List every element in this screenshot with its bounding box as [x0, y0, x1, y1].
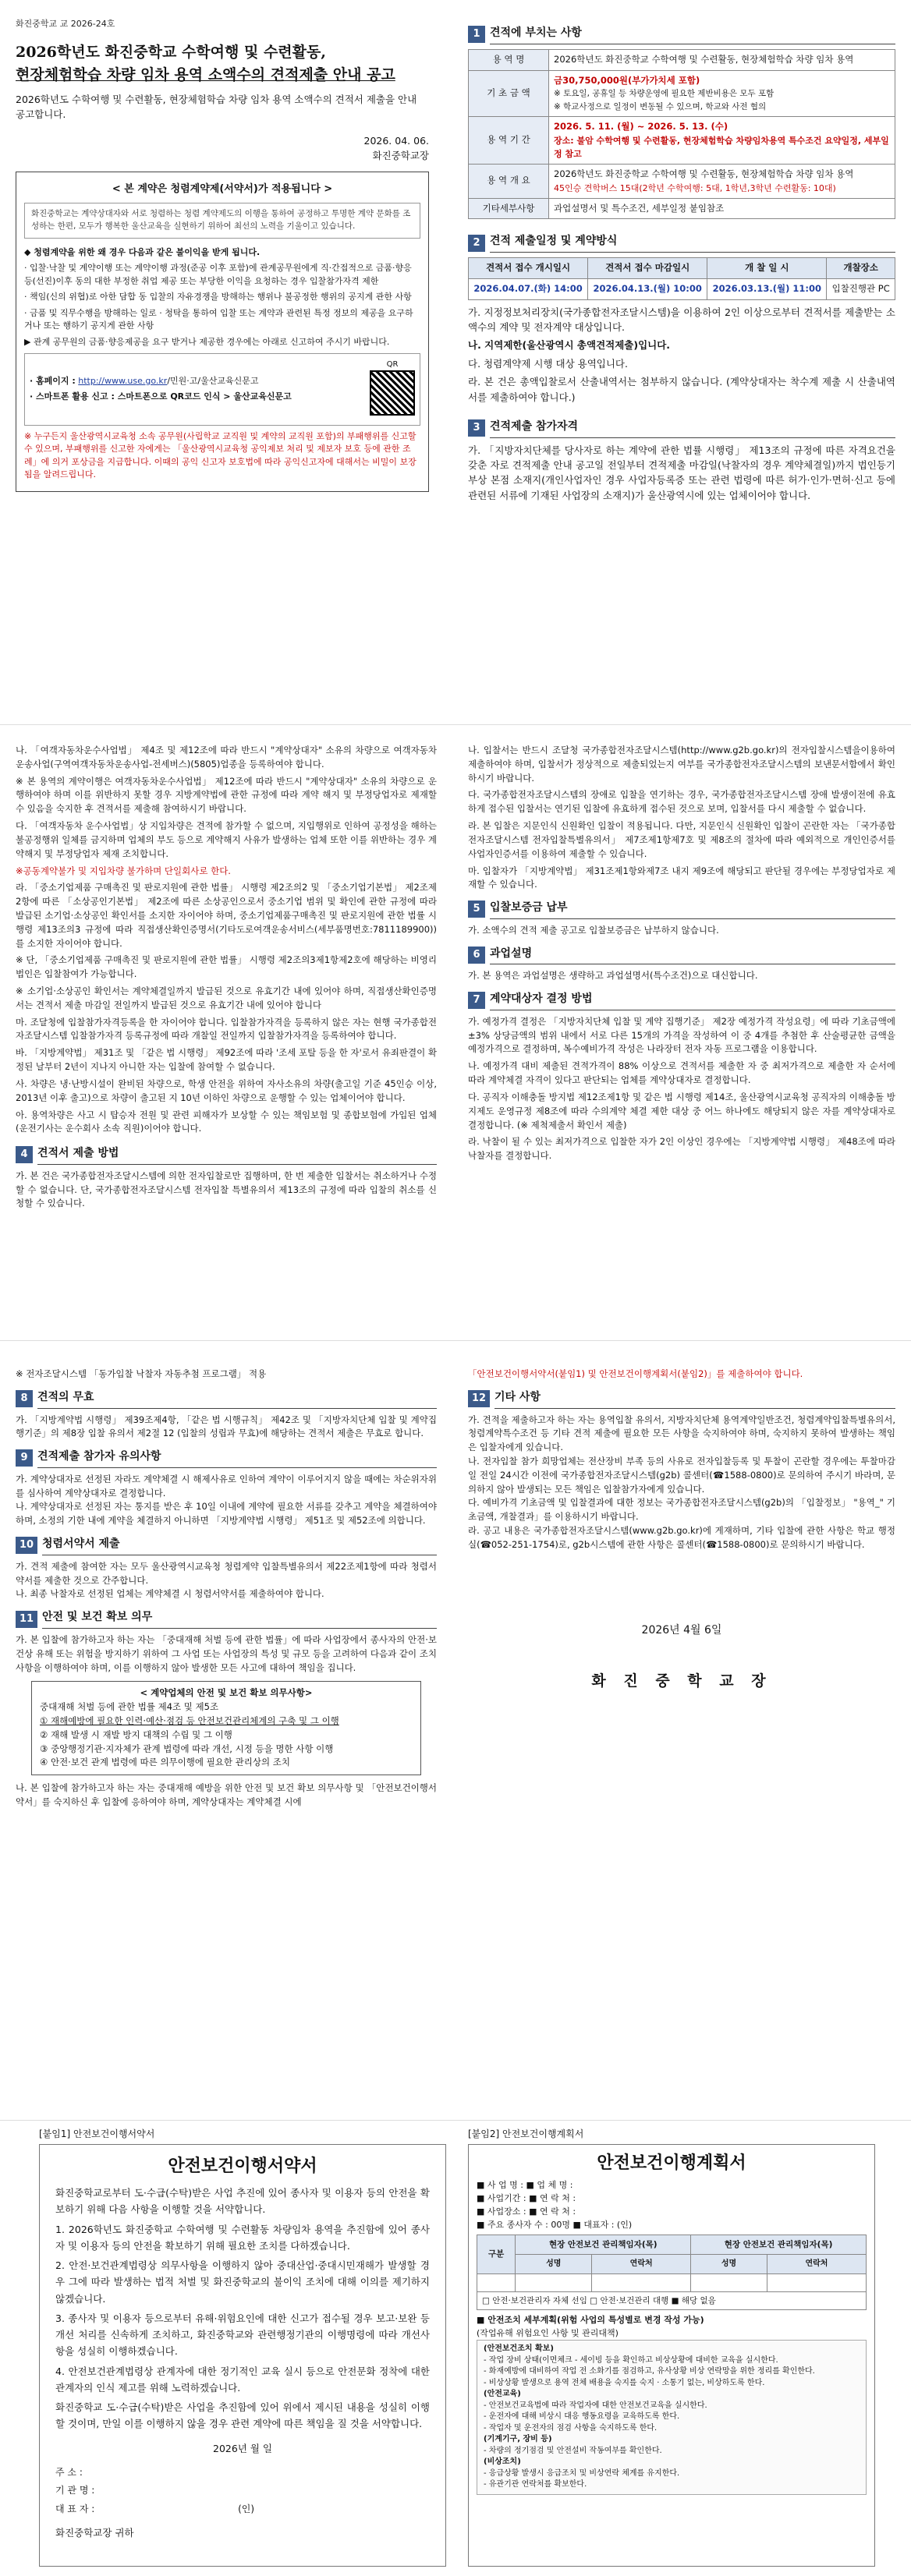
- section-8-header: [16, 1389, 437, 1409]
- section-9-header: [16, 1449, 437, 1468]
- qual-item-note3: ※ 단, 「중소기업제품 구매촉진 및 판로지원에 관한 법률」 시행령 제2조의3제1항제2호에 해당하는 비영리법인은 입찰참여가 가능합니다.: [16, 954, 437, 980]
- col-header: 견적서 접수 마감일시: [588, 258, 707, 279]
- page2-right-column: [468, 741, 895, 1166]
- section-9-title: 견적제출 참가자 유의사항: [37, 1449, 437, 1468]
- col-header: 성명: [691, 2255, 767, 2274]
- submit-item-da: 다. 국가종합전자조달시스템의 장애로 입찰을 연기하는 경우, 국가종합전자조달시스템 장애 발생이전에 유효하게 접수된 입찰서는 연기된 입찰에 유효하게 접수된 것으로 보며, 입찰서를 다시 제출할 수 없습니다.: [468, 789, 895, 815]
- page1-right-column: [468, 17, 895, 506]
- section-9-number: 9: [16, 1449, 33, 1467]
- intro-text: 2026학년도 수학여행 및 수련활동, 현장체험학습 차량 임차 용역 소액수의 견적서 제출을 안내 공고합니다.: [16, 94, 417, 121]
- table-header-row: [477, 2255, 867, 2274]
- col-header: 현장 안전보건 관리책임자(목): [516, 2235, 691, 2255]
- section-1-header: [468, 25, 895, 44]
- row-label: 용 역 명: [469, 49, 549, 70]
- qual-item-da: 다. 「여객자동차 운수사업법」상 지입차량은 견적에 참가할 수 없으며, 지입행위로 인하여 공정성을 해하는 불공정행위 일체를 금지하며 업체의 부도 등으로 계약해지 사유가 발생하는 업체 또한 이를 위반하는 경우 계약해지 및 부정당업자 제재 조치합니다.: [16, 820, 437, 859]
- report-web: [30, 375, 370, 388]
- report-mobile: · 스마트폰 활용 신고 : 스마트폰으로 QR코드 인식 > 울산교육신문고: [30, 391, 292, 402]
- report-web-link[interactable]: http://www.use.go.kr: [78, 375, 168, 386]
- plan-info-row: ■ 주요 종사자 수 : 00명 ■ 대표자 : (인): [477, 2220, 633, 2231]
- col-header: 연락처: [767, 2255, 866, 2274]
- row-value: [549, 70, 895, 116]
- row-label: 기 초 금 액: [469, 70, 549, 116]
- section-2-title: 견적 제출일정 및 계약방식: [490, 233, 895, 253]
- section-12-number: 12: [468, 1390, 490, 1407]
- safety-duty-item: ③ 중앙행정기관·지자체가 관계 법령에 따라 개선, 시정 등을 명한 사항 이행: [40, 1743, 334, 1754]
- qual-item-sa: 사. 차량은 냉·난방시설이 완비된 차량으로, 학생 안전을 위하여 자사소유의 차량(출고일 기준 45인승 이상, 2013년 이후 출고)으로 차량이 출고된 지 10년 이하인 차량으로 운행할 수 있는 업체이어야 합니다.: [16, 1077, 437, 1103]
- table-row: [469, 164, 895, 198]
- page1-left-column: [16, 17, 429, 492]
- plan-note: - 응급상황 발생시 응급조치 및 비상연락 체계를 유지한다.: [484, 2468, 680, 2478]
- pledge-item: 4. 안전보건관계법령상 관계자에 대한 정기적인 교육 실시 등으로 안전문화 정착에 대한 관계자의 인식 제고를 위해 노력하겠습니다.: [55, 2365, 430, 2394]
- service-period: 2026. 5. 11. (월) ~ 2026. 5. 13. (수): [554, 120, 728, 132]
- doc-number: 화진중학교 교 2026-24호: [16, 19, 115, 29]
- qual-item-na: 나. 「여객자동차운수사업법」 제4조 및 제12조에 따라 반드시 "계약상대자" 소유의 차량으로 여객자동차운송사업(구역여객자동차운송사업-전세버스)(5805)업종을 등록하여야 합니다.: [16, 745, 437, 770]
- row-value: 과업설명서 및 특수조건, 세부일정 붙임참조: [549, 198, 895, 219]
- pledge-item: 3. 종사자 및 이용자 등으로부터 유해·위험요인에 대한 신고가 접수될 경우 보고·보완 등 개선 처리를 신속하게 조치하고, 화진중학교와 관련행정기관의 이행명령에 따라 개선사항을 성실히 이행하겠습니다.: [55, 2312, 430, 2358]
- doc-title-line2: 현장체험학습 차량 임차 용역 소액수의 견적제출 안내 공고: [16, 65, 395, 83]
- integrity-bullet-title: [24, 246, 420, 260]
- close-datetime: 2026.04.13.(월) 10:00: [588, 278, 707, 299]
- table-cell: [767, 2273, 866, 2291]
- plan-note: - 유관기관 연락처를 확보한다.: [484, 2480, 587, 2489]
- safety-pledge-body: [40, 2185, 445, 2541]
- section-6-header: [468, 946, 895, 965]
- plan-note: - 비상상황 발생으로 용역 전체 배용을 숙지를 숙지 · 소통기 없는, 비상하도록 한다.: [484, 2378, 765, 2387]
- section-6-title: 과업설명: [490, 946, 895, 965]
- open-datetime: 2026.04.07.(화) 14:00: [469, 278, 588, 299]
- submit-item-ra: 라. 본 입찰은 지문인식 신원확인 입찰이 적용됩니다. 다만, 지문인식 신원확인 입찰이 곤란한 자는 「국가종합전자조달시스템 전자입찰특별유의서」 제7조제1항제7호 및 제8조의 절차에 따라 예외적으로 개인인증서를 사업자인증서를 이용하여 제출할 수 있습니다.: [468, 820, 895, 859]
- section-2-table: [468, 257, 895, 300]
- service-bus-count: 45인승 견학버스 15대(2학년 수학여행: 5대, 1학년,3학년 수련활동: 10대): [554, 182, 836, 193]
- section-4-title: 견적서 제출 방법: [37, 1145, 437, 1165]
- bullet-mark-icon: ◆: [24, 246, 34, 257]
- section-2-item-3: 다. 청렴계약제 시행 대상 용역입니다.: [468, 357, 628, 370]
- section-7-number: 7: [468, 992, 485, 1009]
- qual-item-note1: ※ 본 용역의 계약이행은 여객자동차운수사업법」 제12조에 따라 반드시 "계약상대자" 소유의 차량으로 운행하여야 하며 이를 위반하지 못할 경우 지방계약법에 관한 규정에 따라 계약 해지 및 부정당업자로 제재할 수 있음을 숙지한 후 견적서를 제출해 참여하시기 바랍니다.: [16, 775, 437, 815]
- page-2: [0, 725, 911, 1341]
- section-10-title: 청렴서약서 제출: [42, 1536, 437, 1555]
- section-11-text2: 나. 본 입찰에 참가하고자 하는 자는 중대재해 예방을 위한 안전 및 보건 확보 의무사항 및 「안전보건이행서약서」를 숙지하신 후 입찰에 응하여야 하며, 계약상대자는 계약체결 시에: [16, 1782, 437, 1807]
- section-7-title: 계약대상자 결정 방법: [490, 991, 895, 1010]
- safety-pledge-title: 안전보건이행서약서: [168, 2156, 317, 2176]
- safety-plan-body: [469, 2178, 874, 2495]
- plan-note-head: (비상조치): [484, 2457, 521, 2467]
- plan-note-head: (안전교육): [484, 2390, 521, 2399]
- section-9-text: 가. 계약상대자로 선정된 자라도 계약체결 시 해제사유로 인하여 계약이 이루어지지 않을 때에는 차순위자위를 심사하여 계약상대자로 결정합니다. 나. 계약상대자로 선정된 자는 통지를 받은 후 10일 이내에 계약에 필요한 서류를 갖추고 계약을 체결하여야 하며, 소정의 기한 내에 계약을 체결하지 아니하면 「지방계약법 시행령」 제51조 및 제52조에 의합니다.: [16, 1473, 437, 1527]
- integrity-line-4: ▶ 관계 공무원의 금품·향응제공을 요구 받거나 제공한 경우에는 아래로 신고하여 주시기 바랍니다.: [24, 336, 390, 347]
- safety-duty-item: ② 재해 발생 시 재발 방지 대책의 수립 및 그 이행: [40, 1729, 232, 1740]
- section-2-item-2: 나. 지역제한(울산광역시 총액견적제출)입니다.: [468, 339, 671, 352]
- report-web-suffix: /민원·고/울산교육신문고: [167, 375, 259, 386]
- table-row: [469, 116, 895, 164]
- section-10-header: [16, 1536, 437, 1555]
- section-7-header: [468, 991, 895, 1010]
- section-4-text: 가. 본 건은 국가종합전자조달시스템에 의한 전자입찰로만 집행하며, 한 번 제출한 입찰서는 취소하거나 수정할 수 없습니다. 단, 국가종합전자조달시스템 전자입찰 특별유의서 제13조의 규정에 따라 입찰의 취소를 신청할 수 있습니다.: [16, 1169, 437, 1209]
- report-text: [30, 372, 370, 407]
- section-10-number: 10: [16, 1537, 37, 1554]
- pledge-item: 1. 2026학년도 화진중학교 수학여행 및 수련활동 차량임차 용역을 추진함에 있어 종사자 및 이용자 등의 안전을 확보하기 위해 필요한 조치를 다하겠습니다.: [55, 2223, 430, 2252]
- section-6-number: 6: [468, 947, 485, 964]
- section-1-title: 견적에 부치는 사항: [490, 25, 895, 44]
- plan-note: - 차량의 정기점검 및 안전설비 작동여부를 확인한다.: [484, 2446, 662, 2455]
- section-4-header: [16, 1145, 437, 1165]
- section-4-number: 4: [16, 1146, 33, 1163]
- plan-info-row: ■ 사업장소 : ■ 연 락 처 :: [477, 2206, 576, 2217]
- safety-docs-text: 「안전보건이행서약서(붙임1) 및 안전보건이행계획서(붙임2)」를 제출하여야 합니다.: [468, 1368, 803, 1379]
- pledge-to: 화진중학교장 귀하: [55, 2526, 134, 2539]
- service-summary: 2026학년도 화진중학교 수학여행 및 수련활동, 현장체험학습 차량 임차 용역: [554, 168, 854, 179]
- table-cell: [592, 2273, 691, 2291]
- safety-pledge-form: [39, 2144, 446, 2567]
- plan-note: - 작업자 및 운전자의 점검 사항을 숙지하도록 한다.: [484, 2423, 658, 2433]
- report-web-label: · 홈페이지 :: [30, 375, 76, 386]
- pledge-signature-row: [55, 2501, 430, 2517]
- doc-title-line1: 2026학년도 화진중학교 수학여행 및 수련활동,: [16, 44, 326, 62]
- safety-duty-item: ① 재해예방에 필요한 인력·예산·점검 등 안전보건관리체계의 구축 및 그 이행: [40, 1714, 339, 1726]
- plan-note: - 화재예방에 대비하여 작업 전 소화기를 점검하고, 유사상황 비상 연락망을 위한 정리를 확인한다.: [484, 2367, 815, 2376]
- section-2-number: 2: [468, 235, 485, 252]
- section-10-text: 가. 견적 제출에 참여한 자는 모두 울산광역시교육청 청렴계약 입찰특별유의서 제22조제1항에 따라 청렴서약서를 제출한 것으로 간주합니다. 나. 최종 낙찰자로 선정된 업체는 계약체결 시 청렴서약서를 제출하여야 합니다.: [16, 1560, 437, 1600]
- section-3-title: 견적제출 참가자격: [490, 419, 895, 438]
- qual-item-note4: ※ 소기업·소상공인 확인서는 계약체결일까지 발급된 것으로 유효기간 내에 있어야 하며, 직접생산확인증명서는 견적서 제출 마감일 전일까지 발급된 것으로 유효기간 내에 있어야 합니다: [16, 985, 437, 1010]
- base-amount-note: ※ 토요일, 공휴일 등 차량운영에 필요한 제반비용은 모두 포함 ※ 학교사정으로 일정이 변동될 수 있으며, 학교와 사전 협의: [554, 89, 775, 111]
- col-header: 견적서 접수 개시일시: [469, 258, 588, 279]
- pledge-signature-row: [55, 2465, 430, 2480]
- notice-school: 화진중학교장: [372, 150, 429, 162]
- section-11-number: 11: [16, 1611, 37, 1628]
- row-value: [549, 164, 895, 198]
- plan-manager-table: [477, 2235, 867, 2292]
- table-header-row: [477, 2235, 867, 2255]
- opening-place: 입찰진행관 PC: [827, 278, 895, 299]
- qual-item-ma: 마. 조달청에 입찰참가자격등록을 한 자이어야 합니다. 입찰참가자격을 등록하지 않은 자는 현행 국가종합전자조달시스템 입찰참가자격 등록규정에 따라 개찰일 전일까지 입찰참가자격을 등록하여야 합니다.: [16, 1016, 437, 1042]
- qual-item-a: 아. 용역차량은 사고 시 탑승자 전원 및 관련 피해자가 보상할 수 있는 책임보험 및 종합보험에 가입된 업체(운전기사는 운수회사 소속 직원)이어야 합니다.: [16, 1109, 437, 1134]
- page-4: [0, 2121, 911, 2576]
- plan-info-row: ■ 사업기간 : ■ 연 락 처 :: [477, 2193, 576, 2204]
- safety-duty-title: < 계약업체의 안전 및 보건 확보 의무사항>: [140, 1687, 313, 1699]
- row-value: [549, 116, 895, 164]
- col-header: 연락처: [592, 2255, 691, 2274]
- table-cell: [477, 2273, 516, 2291]
- section-12-text: 가. 견적을 제출하고자 하는 자는 용역입찰 유의서, 지방자치단체 용역계약일반조건, 청렴계약입찰특별유의서, 청렴계약특수조건 등 기타 견적 제출에 필요한 모든 사항을 숙지하여야 하며, 숙지하지 못하여 발생하는 책임은 입찰자에게 있습니다. 나. 전자입찰 참가 희망업체는 전산장비 부족 등의 사유로 전자입찰등록 및 투찰이 곤란할 경우에는 투찰마감일 전일 24시간 이전에 국가종합전자조달시스템(g2b) 콜센터(☎1588-0800)로 문의하여 주시기 바라며, 문의하지 않아 발생되는 모든 책임은 입찰참가자에게 있습니다. 다. 예비가격 기초금액 및 입찰결과에 대한 정보는 국가종합전자조달시스템(g2b)의 「입찰정보」 "용역_" 기초금액, 개찰결과」를 이용하시기 바랍니다. 라. 공고 내용은 국가종합전자조달시스템(www.g2b.go.kr)에 게재하며, 기타 입찰에 관한 사항은 학교 행정실(☎052-251-1754)로, g2b시스템에 관한 사항은 콜센터(☎1588-0800)로 문의하시기 바랍니다.: [468, 1414, 895, 1550]
- section-11-text: 가. 본 입찰에 참가하고자 하는 자는 「중대재해 처벌 등에 관한 법률」에 따라 사업장에서 종사자의 안전·보건상 유해 또는 위험을 방지하기 위하여 그 사업 또는 사업장의 특성 및 규모 등을 고려하여 다음과 같이 조치사항을 이행하여야 하며, 이를 이행하지 않아 발생한 모든 사고에 대하여 책임을 집니다.: [16, 1633, 437, 1673]
- integrity-notice-box: [16, 172, 429, 492]
- pledge-intro: 화진중학교로부터 도·수급(수탁)받은 사업 추진에 있어 종사자 및 이용자 등의 안전을 확보하기 위해 다음 사항을 이행할 것을 서약합니다.: [55, 2187, 430, 2216]
- col-header: 개 찰 일 시: [707, 258, 827, 279]
- attachment-2-label: [붙임2] 안전보건이행계획서: [468, 2128, 584, 2139]
- safety-duty-box: [31, 1681, 421, 1775]
- table-row: [469, 198, 895, 219]
- section-2-header: [468, 233, 895, 253]
- section-8-text: 가. 「지방계약법 시행령」 제39조제4항, 「같은 법 시행규칙」 제42조 및 「지방자치단체 입찰 및 계약집행기준」의 제8장 입찰 유의서 제2절 12 (입찰의 성립과 무효)에 해당하는 견적서 제출은 무효로 합니다.: [16, 1414, 437, 1439]
- col-header: 개찰장소: [827, 258, 895, 279]
- notice-date: 2026. 04. 06.: [363, 134, 429, 147]
- safety-duty-item: 중대재해 처벌 등에 관한 법률 제4조 및 제5조: [40, 1701, 219, 1713]
- row-label: 용 역 기 간: [469, 116, 549, 164]
- plan-note-head: (안전보건조치 확보): [484, 2344, 554, 2354]
- section-1-table: [468, 49, 895, 220]
- page3-right-column: [468, 1364, 895, 1693]
- section-6-text: 가. 본 용역은 과업설명은 생략하고 과업설명서(특수조건)으로 대신합니다.: [468, 970, 758, 982]
- manager-checkbox-row[interactable]: □ 안전·보건관리자 자체 선임 □ 안전·보건관리 대행 ■ 해당 없음: [477, 2292, 867, 2310]
- section-5-title: 입찰보증금 납부: [490, 900, 895, 919]
- section-11-title: 안전 및 보건 확보 의무: [42, 1609, 437, 1629]
- plan-note: - 안전보건교육법에 따라 작업자에 대한 안전보건교육을 실시한다.: [484, 2401, 707, 2410]
- opening-datetime: 2026.03.13.(월) 11:00: [707, 278, 827, 299]
- submit-item-na: 나. 입찰서는 반드시 조달청 국가종합전자조달시스템(http://www.g2b.go.kr)의 전자입찰시스템을이용하여 제출하여야 하며, 입찰서가 정상적으로 제출되었는지 여부를 국가종합전자조달시스템의 보낸문서함에서 확인하시기 바랍니다.: [468, 745, 895, 784]
- page-1: [0, 0, 911, 725]
- col-header: 성명: [516, 2255, 592, 2274]
- section-7-item-4: 라. 낙찰이 될 수 있는 최저가격으로 입찰한 자가 2인 이상인 경우에는 「지방계약법 시행령」 제48조에 따라 낙찰자를 결정합니다.: [468, 1136, 895, 1162]
- integrity-inner-box: 화진중학교는 계약상대자와 서로 청렴하는 청렴 계약제도의 이행을 통하여 공정하고 투명한 계약 문화를 조성하는 한편, 모두가 행복한 울산교육을 실현하기 위하여 최선의 노력을 기울이고 있습니다.: [24, 203, 420, 239]
- section-12-header: [468, 1389, 895, 1409]
- closing-principal: 화 진 중 학 교 장: [591, 1672, 772, 1690]
- submit-item-ma: 마. 입찰자가 「지방계약법」 제31조제1항와제7조 내지 제9조에 해당되고 판단될 경우에는 부정당업자로 제재할 수 있습니다.: [468, 865, 895, 890]
- row-label: 기타세부사항: [469, 198, 549, 219]
- section-5-text: 가. 소액수의 견적 제출 공고로 입찰보증금은 납부하지 않습니다.: [468, 924, 719, 936]
- plan-section-sub: (작업유해 위험요인 사항 및 관리대책): [477, 2328, 619, 2339]
- row-value: 2026학년도 화진중학교 수학여행 및 수련활동, 현장체험학습 차량 임차 용역: [549, 49, 895, 70]
- section-3-number: 3: [468, 419, 485, 437]
- section-7-item-3: 다. 공직자 이해충돌 방지법 제12조제1항 및 같은 법 시행령 제14조, 울산광역시교육청 공직자의 이해충돌 방지제도 운영규정 제8조에 따라 수의계약 체결 제한 대상 중 어느 하나에도 해당되지 않은 자를 계약상대자로 결정합니다. (※ 제척제출서 확인서 제출): [468, 1091, 895, 1131]
- section-7-item-1: 가. 예정가격 결정은 「지방자치단체 입찰 및 계약 집행기준」 제2장 예정가격 작성요령」에 따라 기초금액에 ±3% 상당금액의 범위 내에서 서로 다른 15개의 가격을 작성하여 이 중 4개를 추첨한 후 산술평균한 금액을 예정가격으로 결정하며, 복수예비가격 작성은 나라장터 전자 자동 프로그램을 이용합니다.: [468, 1015, 895, 1055]
- plan-note: - 작업 장비 상태(이면체크 - 세이빙 등을 확인하고 비상상황에 대비한 교육을 실시한다.: [484, 2355, 778, 2365]
- integrity-line-3: · 금품 및 직무수행을 방해하는 일로 · 청탁을 통하여 입찰 또는 계약과 관련된 특정 정보의 제공을 요구하거나 또는 행하기 공지게 관한 사항: [24, 307, 413, 331]
- section-1-number: 1: [468, 26, 485, 43]
- qual-item-ba: 바. 「지방계약법」 제31조 및 「같은 법 시행령」 제92조에 따라 '조세 포탈 등을 한 자'로서 유죄판결이 확정된 날부터 2년이 지나지 아니한 자는 입찰에 참여할 수 없습니다.: [16, 1047, 437, 1073]
- sig-key: 주 소 :: [55, 2466, 83, 2478]
- sig-key: 기 관 명 :: [55, 2485, 95, 2496]
- plan-section-title: ■ 안전조치 세부계획(위험 사업의 특성별로 변경 작성 가능): [477, 2315, 704, 2326]
- auto-draw-note: ※ 전자조달시스템 「동가입찰 낙찰자 자동추첨 프로그램」 적용: [16, 1368, 267, 1379]
- pledge-closing: 화진중학교 도·수급(수탁)받은 사업을 추진함에 있어 위에서 제시된 내용을 성실히 이행할 것이며, 만일 이를 이행하지 않을 경우 관련 계약에 따른 책임을 질 것을 서약합니다.: [55, 2401, 430, 2430]
- safety-duty-item: ④ 안전·보건 관계 법령에 따른 의무이행에 필요한 관리상의 조치: [40, 1757, 290, 1768]
- table-cell: [516, 2273, 592, 2291]
- section-7-item-2: 나. 예정가격 대비 제출된 견적가격이 88% 이상으로 견적서를 제출한 자 중 최저가격으로 제출한 자 순서에 따라 계약체결 자격이 있다고 판단되는 업체를 계약상대자로 결정합니다.: [468, 1060, 895, 1086]
- integrity-line-2: · 책임(신의 위협)로 아한 담합 동 입찰의 자유경쟁을 방해하는 행위나 불공정한 행위의 공지게 관한 사항: [24, 292, 412, 303]
- table-row: [469, 70, 895, 116]
- plan-note: - 운전자에 대해 비상시 대응 행동요령을 교육하도록 한다.: [484, 2412, 680, 2422]
- plan-note-head: (기계기구, 장비 등): [484, 2435, 552, 2444]
- report-box: [24, 353, 420, 426]
- pledge-date: 2026년 월 일: [213, 2442, 272, 2454]
- plan-notes-box: [477, 2340, 867, 2495]
- section-12-title: 기타 사항: [494, 1389, 895, 1409]
- integrity-bullet-text: 청렴계약을 위한 왜 경우 다음과 같은 불이익을 받게 됩니다.: [34, 246, 261, 257]
- section-3-header: [468, 419, 895, 438]
- col-header: 현장 안전보건 관리책임자(목): [691, 2235, 867, 2255]
- row-label: 용 역 개 요: [469, 164, 549, 198]
- doc-title: [16, 41, 429, 86]
- safety-plan-title: 안전보건이행계획서: [597, 2153, 746, 2173]
- attachment-1-label: [붙임1] 안전보건이행서약서: [39, 2128, 155, 2139]
- qual-item-ra: 라. 「중소기업제품 구매촉진 및 판로지원에 관한 법률」 시행령 제2조의2 및 「중소기업기본법」 제2조제2항에 따른 「소상공인기본법」 제2조에 따른 소상공인으로서 중소기업 범위 및 확인에 관한 규정에 따라 발급된 소기업·소상공인 확인서를 소지한 자이어야 하며, 중소기업제품구매촉진 및 판로지원에 관한 법률 시행령 제13조의3 규정에 따라 직접생산확인증명서(기타도로여객운송서비스(세부품명번호:7811189900))를 소지한 자이어야 합니다.: [16, 882, 437, 949]
- report-footnote: ※ 누구든지 울산광역시교육청 소속 공무원(사립학교 교직원 및 계약의 교직원 포함)의 부패행위를 신고할 수 있으며, 부패행위를 신고한 자에게는 「울산광역시교육청 공익제보 처리 및 제보자 보호 등에 관한 조례」에 의거 포상금을 지급합니다. 이때의 공익 신고자 보호법에 따라 공익신고자에 대해서는 비밀이 보장됨을 알려드립니다.: [24, 430, 417, 480]
- section-2-item-4: 라. 본 건은 총액입찰로서 산출내역서는 첨부하지 않습니다. (계약상대자는 착수계 제출 시 산출내역서를 제출하여야 합니다.): [468, 376, 895, 403]
- section-3-text: 가. 「지방자치단체를 당사자로 하는 계약에 관한 법률 시행령」 제13조의 규정에 따른 자격요건을 갖춘 자로 견적제출 안내 공고일 전일부터 견적제출 마감일(낙찰자의 경우 계약체결일)까지 법인등기부상 본점 소재지(개인사업자인 경우 사업자등록증 또는 관련 법령에 따른 허가·인가·면허·신고 등에 관련된 서류에 기재된 사업장의 소재지)가 울산광역시에 있는 업체이어야 합니다.: [468, 444, 895, 501]
- safety-plan-form: [468, 2144, 875, 2567]
- pledge-item: 2. 안전·보건관계법령상 의무사항을 이행하지 않아 중대산업·중대시민재해가 발생할 경우 그에 따라 발생하는 법적 처벌 및 화진중학교의 불이익 조치에 대해 이의를 제기하지 않겠습니다.: [55, 2259, 430, 2305]
- sig-key: 대 표 자 :: [55, 2503, 95, 2514]
- table-header-row: [469, 258, 895, 279]
- closing-date: 2026년 4월 6일: [641, 1623, 722, 1637]
- table-row: [469, 278, 895, 299]
- section-8-number: 8: [16, 1390, 33, 1407]
- base-amount: 금30,750,000원(부가가치세 포함): [554, 74, 700, 86]
- section-2-item-1: 가. 지정정보처리장치(국가종합전자조달시스템)을 이용하여 2인 이상으로부터 견적서를 제출받는 소액수의 계약 및 전자계약 대상입니다.: [468, 306, 895, 334]
- service-place: 장소: 불암 수학여행 및 수련활동, 현장체험학습 차량임차용역 특수조건 요약일정, 세부일정 참고: [554, 135, 889, 159]
- sig-value: (인): [238, 2503, 255, 2514]
- qr-label: QR: [386, 360, 399, 370]
- plan-info-row: ■ 사 업 명 : ■ 업 체 명 :: [477, 2180, 573, 2190]
- table-cell: [691, 2273, 767, 2291]
- page-3: [0, 1341, 911, 2121]
- safety-docs-note: [468, 1368, 895, 1382]
- qr-block: [370, 359, 415, 420]
- integrity-line-1: · 입찰·낙찰 및 계약이행 또는 계약이행 과정(준공 이후 포함)에 관계공무원에게 직·간접적으로 금품·향응 등(선진)이후 동의 대한 부정한 취업 제공 또는 부당한 이익을 요청하는 경우 입찰참가자격 제한: [24, 263, 412, 286]
- section-5-header: [468, 900, 895, 919]
- col-header: 구분: [477, 2235, 516, 2274]
- page2-left-column: [16, 741, 437, 1214]
- section-5-number: 5: [468, 901, 485, 918]
- section-11-header: [16, 1609, 437, 1629]
- pledge-signature-row: [55, 2482, 430, 2498]
- qr-code-icon: [370, 370, 415, 416]
- table-row: [477, 2273, 867, 2291]
- integrity-notice-title: < 본 계약은 청렴계약제(서약서)가 적용됩니다 >: [112, 182, 333, 195]
- table-row: [469, 49, 895, 70]
- page3-left-column: [16, 1364, 437, 1813]
- qual-item-note2: ※공동계약불가 및 지입차량 불가하며 단일회사로 한다.: [16, 865, 231, 876]
- section-8-title: 견적의 무효: [37, 1389, 437, 1409]
